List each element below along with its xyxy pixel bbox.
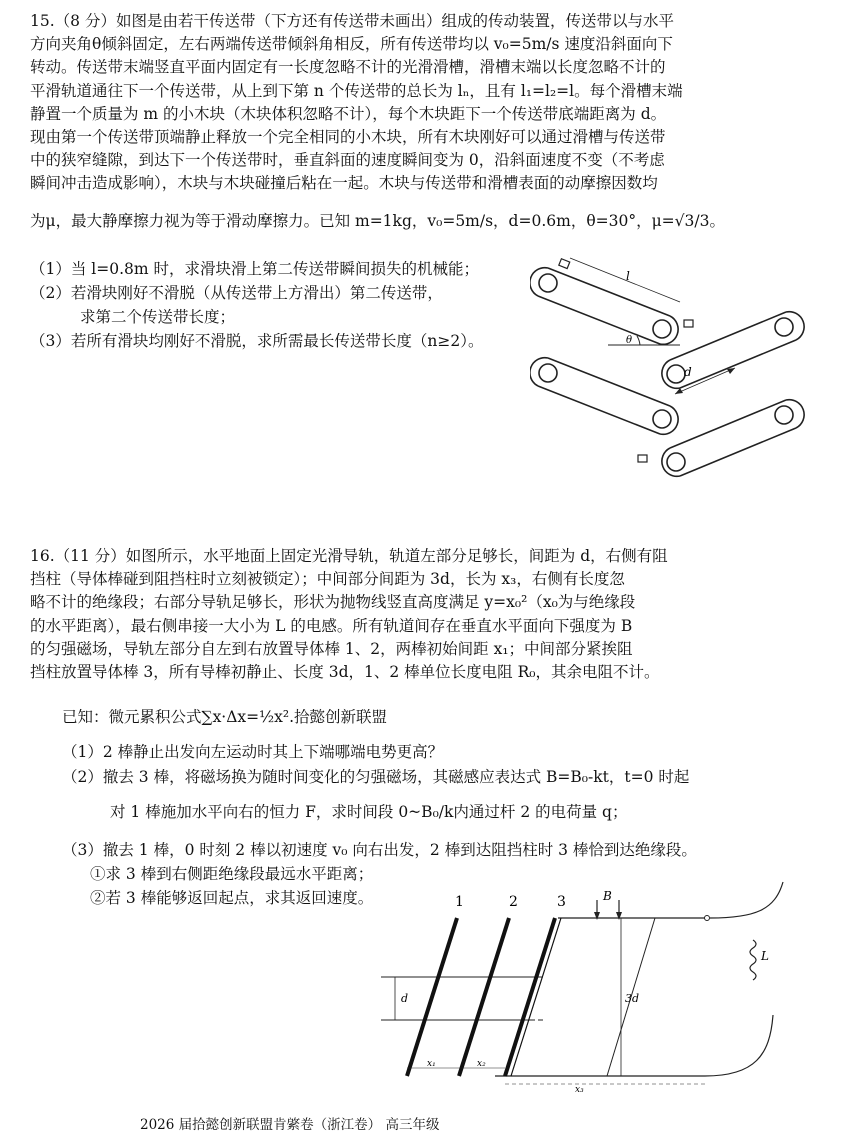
q16-text — [30, 545, 798, 684]
q15-line: 转动。传送带末端竖直平面内固定有一长度忽略不计的光滑滑槽，滑槽末端以长度忽略不计的 — [30, 58, 666, 77]
q16-sub3: （3）撤去 1 棒，0 时刻 2 棒以初速度 v₀ 向右出发，2 棒到达阻挡柱时 3 棒恰到达绝缘段。 — [62, 841, 697, 859]
conveyor-belt-1 — [530, 268, 678, 345]
q15-line: 静置一个质量为 m 的小木块（木块体积忽略不计），每个木块距下一个传送带底端距离为 d。 — [30, 104, 667, 123]
q16-line: 挡柱（导体棒碰到阻挡柱时立刻被锁定）；中间部分间距为 3d，长为 x₃，右侧有长度忽 — [30, 570, 625, 589]
distance-d-label: d — [684, 365, 692, 379]
rod-2 — [459, 918, 509, 1076]
q16-sub3b: ②若 3 棒能够返回起点，求其返回速度。 — [90, 889, 374, 907]
parabola-bottom-rail — [705, 1015, 773, 1076]
spacing-d-label: d — [401, 992, 409, 1005]
conveyor-figure — [530, 250, 820, 495]
conveyor-belt-4 — [662, 400, 804, 477]
rod-1 — [407, 918, 457, 1076]
q16-sub1: （1）2 棒静止出发向左运动时其上下端哪端电势更高？ — [62, 743, 444, 761]
q16-known: 已知：微元累积公式∑x·Δx=½x².拾懿创新联盟 — [62, 708, 388, 726]
distance-x2-label: x₂ — [477, 1059, 486, 1069]
q15-sub2b: 求第二个传送带长度； — [80, 308, 236, 326]
angle-arc — [637, 336, 640, 345]
q16-line: 略不计的绝缘段；右部分导轨足够长，形状为抛物线竖直高度满足 y=x₀²（x₀为与绝缘段 — [30, 593, 636, 612]
q15-line: 现由第一个传送带顶端静止释放一个完全相同的小木块，所有木块刚好可以通过滑槽与传送带 — [30, 128, 666, 147]
q16-sub2b: 对 1 棒施加水平向右的恒力 F，求时间段 0~B₀/k内通过杆 2 的电荷量 q； — [110, 803, 628, 821]
page-footer: 2026 届拾懿创新联盟肯綮卷（浙江卷） 高三年级 — [140, 1117, 440, 1133]
q15-line: 中的狭窄缝隙，到达下一个传送带时，垂直斜面的速度瞬间变为 0，沿斜面速度不变（不考虑 — [30, 151, 665, 170]
q15-line: 15.（8 分）如图是由若干传送带（下方还有传送带未画出）组成的传动装置，传送带以与水平 — [30, 12, 674, 30]
wood-block — [638, 455, 647, 462]
q15-line: 平滑轨道通往下一个传送带，从上到下第 n 个传送带的总长为 lₙ，且有 l₁=l₂=l。每个滑槽末端 — [30, 81, 683, 100]
length-l-dimension — [570, 258, 680, 302]
blocking-post — [511, 918, 561, 1076]
q15-line: 为μ，最大静摩擦力视为等于滑动摩擦力。已知 m=1kg，v₀=5m/s，d=0.6m，θ=30°，μ=√3/3。 — [30, 211, 725, 230]
q16-line: 的匀强磁场，导轨左部分自左到右放置导体棒 1、2，两棒初始间距 x₁；中间部分紧挨阻 — [30, 639, 633, 658]
spacing-3d-label: 3d — [625, 992, 640, 1005]
q15-sub3: （3）若所有滑块均刚好不滑脱，求所需最长传送带长度（n≥2）。 — [30, 332, 484, 350]
rod-3 — [505, 918, 555, 1076]
q15-sub1: （1）当 l=0.8m 时，求滑块滑上第二传送带瞬间损失的机械能； — [30, 260, 480, 278]
rod-1-label: 1 — [455, 894, 464, 910]
q15-sub2a: （2）若滑块刚好不滑脱（从传送带上方滑出）第二传送带， — [30, 284, 443, 302]
q15-text — [30, 10, 798, 233]
length-l-label: l — [626, 269, 630, 283]
angle-theta-label: θ — [626, 335, 633, 346]
distance-x3-label: x₃ — [575, 1085, 584, 1095]
conveyor-belt-3 — [530, 358, 678, 435]
inductor-coil — [750, 940, 756, 980]
rod-2-label: 2 — [509, 894, 518, 910]
q16-sub2a: （2）撤去 3 棒，将磁场换为随时间变化的匀强磁场，其磁感应表达式 B=B₀-kt，t=0 时起 — [62, 768, 690, 786]
rod-3-label: 3 — [557, 894, 566, 910]
q15-line: 瞬间冲击造成影响），木块与木块碰撞后粘在一起。木块与传送带和滑槽表面的动摩擦因数均 — [30, 174, 658, 193]
q15-line: 方向夹角θ倾斜固定，左右两端传送带倾斜角相反，所有传送带均以 v₀=5m/s 速度沿斜面向下 — [30, 35, 673, 54]
wood-block — [684, 320, 693, 327]
q16-sub3a: ①求 3 棒到右侧距绝缘段最远水平距离； — [90, 865, 374, 883]
distance-x1-label: x₁ — [427, 1059, 436, 1069]
parabola-top-rail — [710, 882, 783, 918]
field-B-label: B — [603, 889, 612, 903]
rails-figure — [375, 880, 815, 1095]
q16-line: 16.（11 分）如图所示，水平地面上固定光滑导轨，轨道左部分足够长，间距为 d，右侧有阻 — [30, 547, 668, 565]
inductor-L-label: L — [761, 949, 769, 963]
q16-line: 挡柱放置导体棒 3，所有导棒初静止、长度 3d，1、2 棒单位长度电阻 R₀，其余电阻不计。 — [30, 663, 660, 682]
wood-block — [559, 259, 570, 269]
q16-line: 的水平距离），最右侧串接一大小为 L 的电感。所有轨道间存在垂直水平面向下强度为 B — [30, 616, 633, 635]
